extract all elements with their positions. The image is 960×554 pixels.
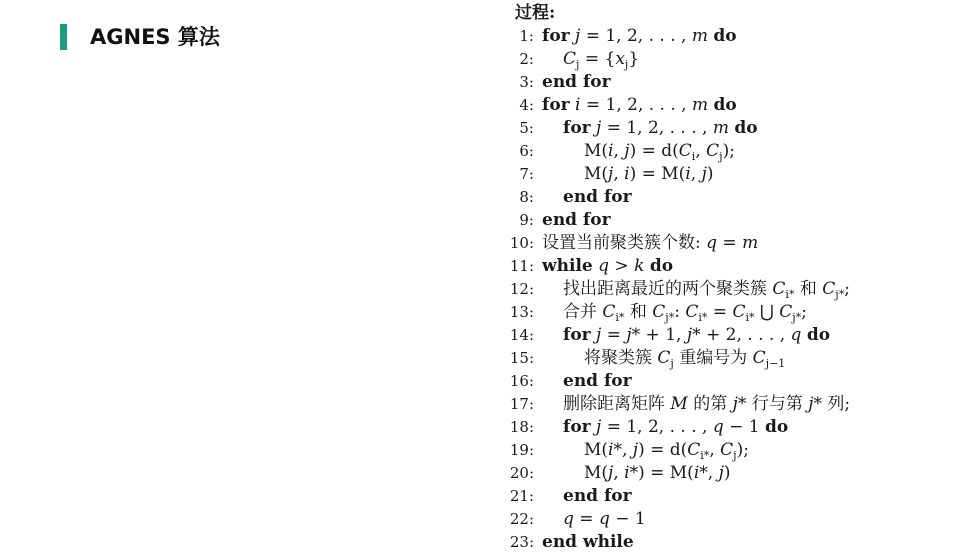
line-number: 15: [509,349,534,367]
line-code: q = q − 1 [563,509,646,529]
line-code: M(i*, $j) = d(C_{i*}$, $C_j$); [584,440,749,462]
line-number: 21: [509,487,534,505]
line-code: end for [542,210,611,230]
line-code: M(i, $j) = d(C_i$, $C_j$); [584,141,735,163]
line-code: 删除距离矩阵 M 的第 j* 行与第 j* 列; [563,394,851,414]
line-number: 14: [509,326,534,344]
line-number: 16: [509,372,534,390]
line-code: 找出距离最近的两个聚类簇 $C_{i*}$ 和 $C_{j*}$; [563,279,850,301]
line-code: for j = 1, 2, . . . , q − 1 do [563,417,789,437]
line-number: 23: [509,533,534,551]
algorithm-pseudocode [504,0,960,552]
line-number: 19: [509,441,534,459]
line-number: 1: [519,27,534,45]
line-number: 17: [509,395,534,413]
line-number: 9: [519,211,534,229]
line-number: 11: [509,257,534,275]
line-number: 20: [509,464,534,482]
line-code: for j = 1, 2, . . . , m do [563,118,758,138]
line-code: 设置当前聚类簇个数: q = m [542,233,759,253]
line-code: while q > k do [542,256,674,276]
line-code: for i = 1, 2, . . . , m do [542,95,737,115]
line-number: 18: [509,418,534,436]
line-number: 12: [509,280,534,298]
line-code: end for [563,486,632,506]
line-number: 3: [519,73,534,91]
algorithm-heading: 过程: [515,3,556,23]
line-code: for j = 1, 2, . . . , m do [542,26,737,46]
line-number: 7: [519,165,534,183]
line-code: end for [563,371,632,391]
line-number: 6: [519,142,534,160]
line-number: 2: [519,50,534,68]
line-code: M(j, i) = M(i, j) [584,164,714,184]
line-code: 合并 $C_{i*}$ 和 $C_{j*}$: $C_{i*} = C_{i*}$ ⋃ $C_{j*}$; [563,302,807,324]
line-code: for j = j* + 1, j* + 2, . . . , q do [563,325,831,345]
title-accent-bar [60,24,67,50]
line-code: 将聚类簇 $C_j$ 重编号为 $C_{j-1}$ [584,348,786,370]
line-number: 4: [519,96,534,114]
line-number: 8: [519,188,534,206]
line-code: $C_j = \{x_j\}$ [563,49,640,71]
line-number: 13: [509,303,534,321]
line-number: 22: [509,510,534,528]
line-number: 10: [509,234,534,252]
slide-title: AGNES 算法 [90,25,220,49]
line-code: M(j, i*) = M(i*, j) [584,463,731,483]
line-code: end for [542,72,611,92]
line-number: 5: [519,119,534,137]
line-code: end for [563,187,632,207]
line-code: end while [542,532,634,552]
